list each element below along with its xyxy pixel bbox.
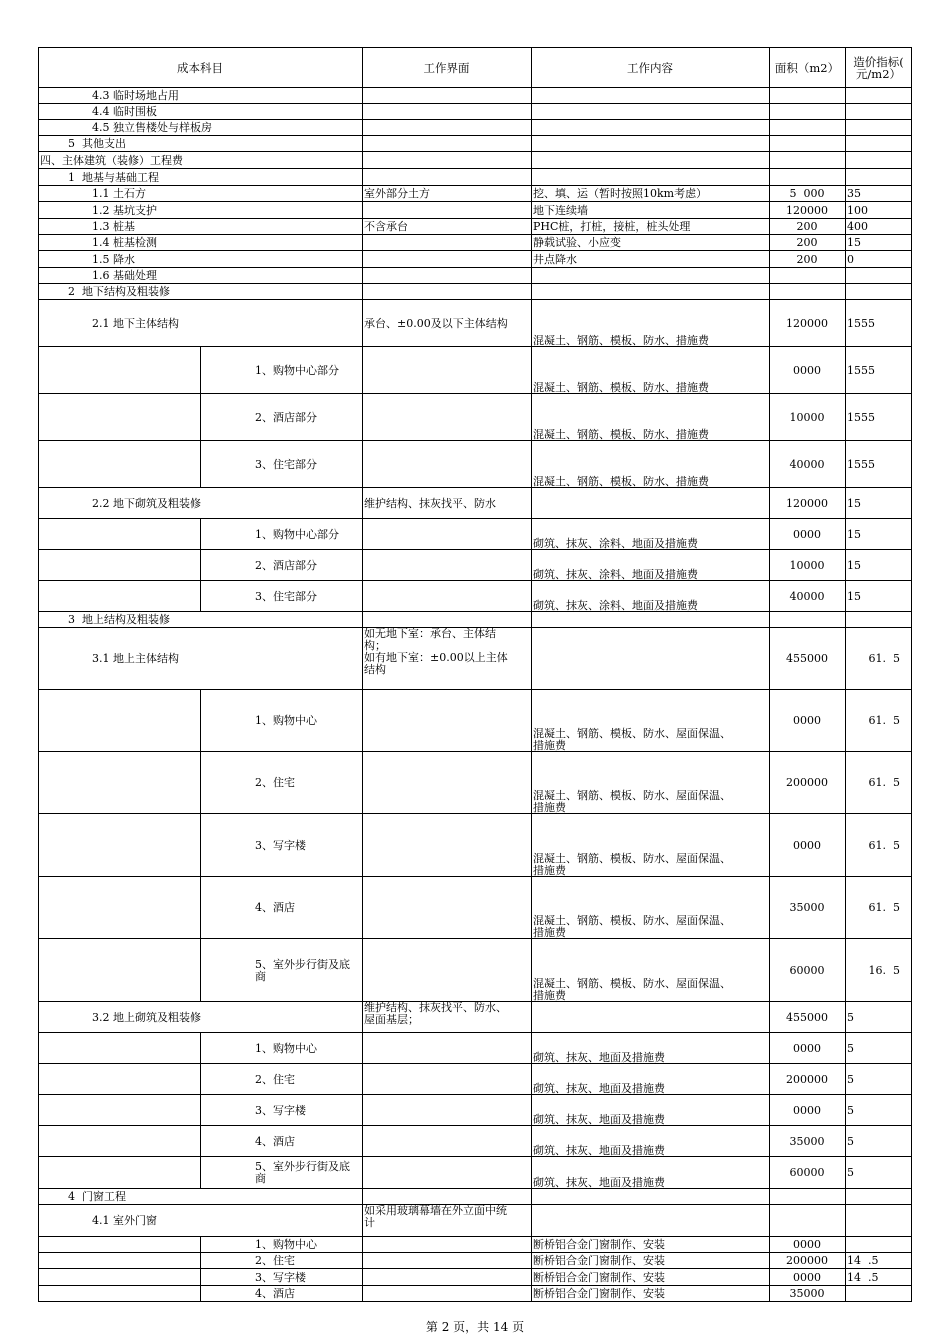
row-area xyxy=(769,814,845,877)
row-price-text: 5 xyxy=(847,1134,854,1148)
row-scope xyxy=(362,186,531,202)
row-content xyxy=(531,1033,769,1064)
row-area xyxy=(769,186,845,202)
row-content xyxy=(531,550,769,581)
row-area xyxy=(769,300,845,347)
row-area xyxy=(769,1002,845,1033)
row-price-text: 14 .5 xyxy=(847,1270,879,1284)
row-content xyxy=(531,581,769,612)
sub-col-line xyxy=(200,347,201,394)
row-price xyxy=(845,1269,912,1286)
row-item xyxy=(253,519,362,550)
row-price xyxy=(845,1095,912,1126)
row-area xyxy=(769,1286,845,1302)
row-item xyxy=(90,251,362,268)
row-price-text: 1555 xyxy=(847,363,875,377)
row-area xyxy=(769,488,845,519)
row-item-text: 5、室外步行街及底商 xyxy=(255,957,350,983)
row-area-text: 0000 xyxy=(793,714,821,727)
row-area-text: 200000 xyxy=(786,776,828,789)
row-item xyxy=(253,394,362,441)
row-price xyxy=(845,814,912,877)
row-content xyxy=(531,1237,769,1253)
row-area xyxy=(769,1095,845,1126)
row-content xyxy=(531,1126,769,1157)
row-price xyxy=(845,690,912,752)
row-area xyxy=(769,235,845,251)
row-price-text: 400 xyxy=(847,220,868,233)
row-item xyxy=(90,104,362,120)
row-item-text: 2.1 地下主体结构 xyxy=(92,316,179,330)
row-area-text: 120000 xyxy=(786,316,828,330)
row-area-text: 200000 xyxy=(786,1254,828,1267)
row-area-text: 10000 xyxy=(789,558,825,572)
row-content-text: 砌筑、抹灰、涂料、地面及措施费 xyxy=(533,599,698,612)
row-content-text: 砌筑、抹灰、涂料、地面及措施费 xyxy=(533,537,698,550)
row-item xyxy=(90,88,362,104)
row-item xyxy=(253,814,362,877)
row-item-text: 1、购物中心部分 xyxy=(255,363,339,377)
row-area-text: 200 xyxy=(796,252,818,266)
row-item xyxy=(253,1286,362,1302)
row-area xyxy=(769,1253,845,1269)
row-content-text: 混凝土、钢筋、模板、防水、措施费 xyxy=(533,475,709,488)
row-item xyxy=(90,488,362,519)
header-price xyxy=(845,48,912,88)
row-area-text: 0000 xyxy=(793,1270,821,1284)
row-area-text: 0000 xyxy=(793,1041,821,1055)
row-price-text: 16. 5 xyxy=(868,963,900,977)
row-content-text: 砌筑、抹灰、地面及措施费 xyxy=(533,1082,665,1095)
row-area xyxy=(769,1269,845,1286)
row-area xyxy=(769,690,845,752)
row-price xyxy=(845,519,912,550)
row-price-text: 35 xyxy=(847,187,861,200)
row-price-text: 1555 xyxy=(847,457,875,471)
row-area xyxy=(769,877,845,939)
row-scope-text: 维护结构、抹灰找平、防水、 屋面基层； xyxy=(364,1002,507,1026)
row-item-text: 1 地基与基础工程 xyxy=(68,170,159,184)
row-item xyxy=(253,1095,362,1126)
row-content xyxy=(531,394,769,441)
row-content xyxy=(531,752,769,814)
row-scope xyxy=(362,1205,531,1237)
row-content-text: 砌筑、抹灰、地面及措施费 xyxy=(533,1176,665,1189)
row-price-text: 15 xyxy=(847,589,861,603)
row-price-text: 61. 5 xyxy=(868,714,900,727)
row-price-text: 5 xyxy=(847,1166,854,1179)
row-content-text: 断桥铝合金门窗制作、安装 xyxy=(533,1238,665,1251)
sub-col-line xyxy=(200,1269,201,1286)
sub-col-line xyxy=(200,1253,201,1269)
row-content xyxy=(531,1157,769,1189)
sub-col-line xyxy=(200,877,201,939)
row-item-text: 2 地下结构及粗装修 xyxy=(68,285,170,298)
header-content-text: 工作内容 xyxy=(627,61,673,75)
row-item xyxy=(90,1205,362,1237)
row-content xyxy=(531,1286,769,1302)
row-item-text: 四、主体建筑（装修）工程费 xyxy=(40,153,183,167)
row-area-text: 0000 xyxy=(793,363,821,377)
row-area-text: 0000 xyxy=(793,1103,821,1117)
row-content-text: 混凝土、钢筋、模板、防水、屋面保温、 措施费 xyxy=(533,852,731,877)
row-item-text: 2、酒店部分 xyxy=(255,410,317,424)
row-scope-text: 不含承台 xyxy=(364,220,408,233)
row-area xyxy=(769,1157,845,1189)
row-area-text: 0000 xyxy=(793,838,821,852)
row-item xyxy=(90,219,362,235)
row-item-text: 3.1 地上主体结构 xyxy=(92,652,179,665)
row-price xyxy=(845,1157,912,1189)
row-price xyxy=(845,1033,912,1064)
row-item xyxy=(253,752,362,814)
sub-col-line xyxy=(200,441,201,488)
row-content xyxy=(531,814,769,877)
row-content-text: 混凝土、钢筋、模板、防水、措施费 xyxy=(533,381,709,394)
row-content xyxy=(531,939,769,1002)
row-scope-text: 如无地下室：承台、主体结 构； 如有地下室：±0.00以上主体 结构 xyxy=(364,628,508,676)
row-price-text: 100 xyxy=(847,203,868,217)
row-item xyxy=(253,1126,362,1157)
row-price-text: 0 xyxy=(847,252,854,266)
row-price-text: 1555 xyxy=(847,316,875,330)
row-content xyxy=(531,441,769,488)
row-price-text: 15 xyxy=(847,236,861,249)
row-content-text: 砌筑、抹灰、地面及措施费 xyxy=(533,1113,665,1126)
row-price xyxy=(845,752,912,814)
sub-col-line xyxy=(200,1033,201,1064)
row-content-text: 混凝土、钢筋、模板、防水、措施费 xyxy=(533,428,709,441)
row-content xyxy=(531,300,769,347)
row-item xyxy=(253,939,362,1002)
row-area xyxy=(769,752,845,814)
row-area xyxy=(769,347,845,394)
row-area-text: 455000 xyxy=(786,652,828,665)
sub-col-line xyxy=(200,752,201,814)
row-item xyxy=(253,1237,362,1253)
row-item-text: 1、购物中心 xyxy=(255,714,317,727)
row-area xyxy=(769,219,845,235)
row-content-text: 混凝土、钢筋、模板、防水、措施费 xyxy=(533,334,709,347)
sub-col-line xyxy=(200,939,201,1002)
row-price-text: 5 xyxy=(847,1103,854,1117)
header-area-text: 面积（m2） xyxy=(774,61,840,75)
row-content-text: 混凝土、钢筋、模板、防水、屋面保温、 措施费 xyxy=(533,789,731,814)
row-price xyxy=(845,300,912,347)
sub-col-line xyxy=(200,1237,201,1253)
row-price-text: 61. 5 xyxy=(868,776,900,789)
row-scope xyxy=(362,488,531,519)
row-price-text: 14 .5 xyxy=(847,1254,879,1267)
row-area xyxy=(769,1126,845,1157)
sub-col-line xyxy=(200,690,201,752)
row-item-text: 4 门窗工程 xyxy=(68,1190,126,1203)
row-content-text: 砌筑、抹灰、地面及措施费 xyxy=(533,1144,665,1157)
row-area xyxy=(769,441,845,488)
row-area-text: 35000 xyxy=(789,1134,825,1148)
row-content xyxy=(531,1095,769,1126)
row-content xyxy=(531,1064,769,1095)
row-content-text: 断桥铝合金门窗制作、安装 xyxy=(533,1254,665,1267)
row-scope-text: 维护结构、抹灰找平、防水 xyxy=(364,496,496,510)
row-area-text: 120000 xyxy=(786,203,828,217)
row-price xyxy=(845,581,912,612)
row-area-text: 200000 xyxy=(786,1072,828,1086)
row-content-text: 井点降水 xyxy=(533,252,577,266)
row-item xyxy=(253,581,362,612)
row-item-text: 5、室外步行街及底商 xyxy=(255,1160,350,1185)
row-scope xyxy=(362,628,531,690)
row-area-text: 35000 xyxy=(789,1287,825,1300)
sub-col-line xyxy=(200,1286,201,1302)
row-price-text: 61. 5 xyxy=(868,652,900,665)
row-item-text: 1.6 基础处理 xyxy=(92,269,157,282)
row-item xyxy=(90,300,362,347)
row-content-text: PHC桩，打桩，接桩，桩头处理 xyxy=(533,220,691,233)
row-area xyxy=(769,1033,845,1064)
row-area-text: 0000 xyxy=(793,527,821,541)
row-content xyxy=(531,251,769,268)
row-price xyxy=(845,347,912,394)
header-cost-item-text: 成本科目 xyxy=(177,61,223,75)
row-item-text: 1.4 桩基检测 xyxy=(92,236,157,249)
row-item xyxy=(253,550,362,581)
header-area xyxy=(769,48,845,88)
row-area xyxy=(769,394,845,441)
row-area xyxy=(769,1064,845,1095)
row-item-text: 3、住宅部分 xyxy=(255,589,317,603)
row-content xyxy=(531,519,769,550)
row-price xyxy=(845,1253,912,1269)
row-area xyxy=(769,251,845,268)
row-item xyxy=(253,441,362,488)
sub-col-line xyxy=(200,1095,201,1126)
sub-col-line xyxy=(200,1157,201,1189)
row-price xyxy=(845,628,912,690)
row-item xyxy=(90,120,362,136)
row-price-text: 61. 5 xyxy=(868,901,900,914)
row-item xyxy=(253,877,362,939)
row-item xyxy=(66,284,362,300)
sub-col-line xyxy=(200,814,201,877)
sub-col-line xyxy=(200,581,201,612)
row-area xyxy=(769,581,845,612)
row-price xyxy=(845,939,912,1002)
sub-col-line xyxy=(200,394,201,441)
col-line-left xyxy=(38,48,39,1302)
row-price-text: 5 xyxy=(847,1010,854,1024)
row-area xyxy=(769,939,845,1002)
row-scope xyxy=(362,1002,531,1033)
row-item xyxy=(253,1064,362,1095)
row-item-text: 1、购物中心部分 xyxy=(255,527,339,541)
row-item xyxy=(253,690,362,752)
row-content-text: 地下连续墙 xyxy=(533,203,588,217)
row-area-text: 200 xyxy=(796,236,818,249)
row-item xyxy=(90,202,362,219)
sub-col-line xyxy=(200,550,201,581)
row-item xyxy=(253,347,362,394)
row-area xyxy=(769,628,845,690)
row-item-text: 4、酒店 xyxy=(255,901,295,914)
row-content xyxy=(531,235,769,251)
row-item-text: 5 其他支出 xyxy=(68,137,126,150)
row-area xyxy=(769,519,845,550)
row-item-text: 2、住宅 xyxy=(255,776,295,789)
row-price xyxy=(845,441,912,488)
row-content-text: 砌筑、抹灰、涂料、地面及措施费 xyxy=(533,568,698,581)
row-area-text: 40000 xyxy=(789,589,825,603)
row-price-text: 61. 5 xyxy=(868,838,900,852)
row-content xyxy=(531,1253,769,1269)
row-item-text: 2、住宅 xyxy=(255,1254,295,1267)
row-content-text: 砌筑、抹灰、地面及措施费 xyxy=(533,1051,665,1064)
row-area xyxy=(769,550,845,581)
row-item-text: 3 地上结构及粗装修 xyxy=(68,613,170,626)
row-item xyxy=(253,1157,362,1189)
row-area xyxy=(769,202,845,219)
row-item xyxy=(66,612,362,628)
row-area xyxy=(769,1237,845,1253)
row-item xyxy=(90,628,362,690)
sub-col-line xyxy=(200,1064,201,1095)
row-item-text: 4.5 独立售楼处与样板房 xyxy=(92,121,212,134)
row-price xyxy=(845,251,912,268)
row-price-text: 15 xyxy=(847,558,861,572)
row-price-text: 5 xyxy=(847,1072,854,1086)
row-area-text: 35000 xyxy=(789,901,825,914)
row-area-text: 10000 xyxy=(789,410,825,424)
row-item-text: 4、酒店 xyxy=(255,1287,295,1300)
row-item xyxy=(66,136,362,152)
row-area-text: 200 xyxy=(796,220,818,233)
row-content-text: 挖、填、运（暂时按照10km考虑） xyxy=(533,187,708,200)
row-area-text: 0000 xyxy=(793,1238,821,1251)
row-item-text: 4、酒店 xyxy=(255,1134,295,1148)
row-content xyxy=(531,690,769,752)
row-item xyxy=(90,235,362,251)
row-content-text: 静载试验、小应变 xyxy=(533,236,621,249)
row-item-text: 1.1 土石方 xyxy=(92,187,146,200)
row-area-text: 60000 xyxy=(789,1166,825,1179)
row-item-text: 1、购物中心 xyxy=(255,1041,317,1055)
row-item xyxy=(90,186,362,202)
row-item-text: 4.3 临时场地占用 xyxy=(92,89,179,102)
row-price xyxy=(845,1126,912,1157)
row-item-text: 3、写字楼 xyxy=(255,1270,306,1284)
row-item xyxy=(90,1002,362,1033)
row-item-text: 3、写字楼 xyxy=(255,838,306,852)
row-content xyxy=(531,347,769,394)
row-price xyxy=(845,877,912,939)
row-price-text: 1555 xyxy=(847,410,875,424)
row-item-text: 1.5 降水 xyxy=(92,252,135,266)
row-price xyxy=(845,202,912,219)
row-price xyxy=(845,235,912,251)
row-content-text: 断桥铝合金门窗制作、安装 xyxy=(533,1270,665,1284)
row-item-text: 3.2 地上砌筑及粗装修 xyxy=(92,1010,201,1024)
row-item xyxy=(253,1253,362,1269)
row-area-text: 60000 xyxy=(789,963,825,977)
row-content xyxy=(531,202,769,219)
row-item xyxy=(253,1033,362,1064)
row-scope-text: 如采用玻璃幕墙在外立面中统 计 xyxy=(364,1205,507,1229)
row-price-text: 15 xyxy=(847,527,861,541)
header-cost-item xyxy=(38,48,362,88)
header-content xyxy=(531,48,769,88)
row-scope-text: 承台、±0.00及以下主体结构 xyxy=(364,316,508,330)
row-item xyxy=(66,169,362,186)
row-item-text: 4.1 室外门窗 xyxy=(92,1214,157,1227)
row-item-text: 2、住宅 xyxy=(255,1072,295,1086)
row-item xyxy=(38,152,362,169)
row-content-text: 混凝土、钢筋、模板、防水、屋面保温、 措施费 xyxy=(533,727,731,752)
row-item xyxy=(66,1189,362,1205)
row-price xyxy=(845,488,912,519)
row-scope-text: 室外部分土方 xyxy=(364,187,430,200)
row-price xyxy=(845,550,912,581)
row-price xyxy=(845,1064,912,1095)
row-content xyxy=(531,219,769,235)
row-price xyxy=(845,1002,912,1033)
page-footer: 第 2 页，共 14 页 xyxy=(425,1320,525,1334)
row-item-text: 1、购物中心 xyxy=(255,1238,317,1251)
row-item xyxy=(90,268,362,284)
sub-col-line xyxy=(200,1126,201,1157)
sub-col-line xyxy=(200,519,201,550)
row-price xyxy=(845,219,912,235)
row-content xyxy=(531,1269,769,1286)
row-item xyxy=(253,1269,362,1286)
row-scope xyxy=(362,300,531,347)
border-top xyxy=(38,47,912,48)
row-item-text: 2.2 地下砌筑及粗装修 xyxy=(92,496,201,510)
row-content-text: 混凝土、钢筋、模板、防水、屋面保温、 措施费 xyxy=(533,977,731,1002)
row-content xyxy=(531,877,769,939)
row-item-text: 3、住宅部分 xyxy=(255,457,317,471)
row-area-text: 455000 xyxy=(786,1010,828,1024)
row-price-text: 5 xyxy=(847,1041,854,1055)
row-scope xyxy=(362,219,531,235)
row-content-text: 断桥铝合金门窗制作、安装 xyxy=(533,1287,665,1300)
row-price xyxy=(845,186,912,202)
row-content xyxy=(531,186,769,202)
header-scope xyxy=(362,48,531,88)
row-price-text: 15 xyxy=(847,496,861,510)
row-item-text: 1.3 桩基 xyxy=(92,220,135,233)
row-content-text: 混凝土、钢筋、模板、防水、屋面保温、 措施费 xyxy=(533,914,731,939)
header-price-text: 造价指标( 元/m2） xyxy=(853,55,904,81)
row-area-text: 120000 xyxy=(786,496,828,510)
row-area-text: 40000 xyxy=(789,457,825,471)
row-area-text: 5 000 xyxy=(789,187,825,200)
header-scope-text: 工作界面 xyxy=(423,61,470,75)
row-item-text: 3、写字楼 xyxy=(255,1103,306,1117)
row-price xyxy=(845,394,912,441)
row-item-text: 4.4 临时围板 xyxy=(92,105,157,118)
row-item-text: 1.2 基坑支护 xyxy=(92,203,157,217)
row-item-text: 2、酒店部分 xyxy=(255,558,317,572)
